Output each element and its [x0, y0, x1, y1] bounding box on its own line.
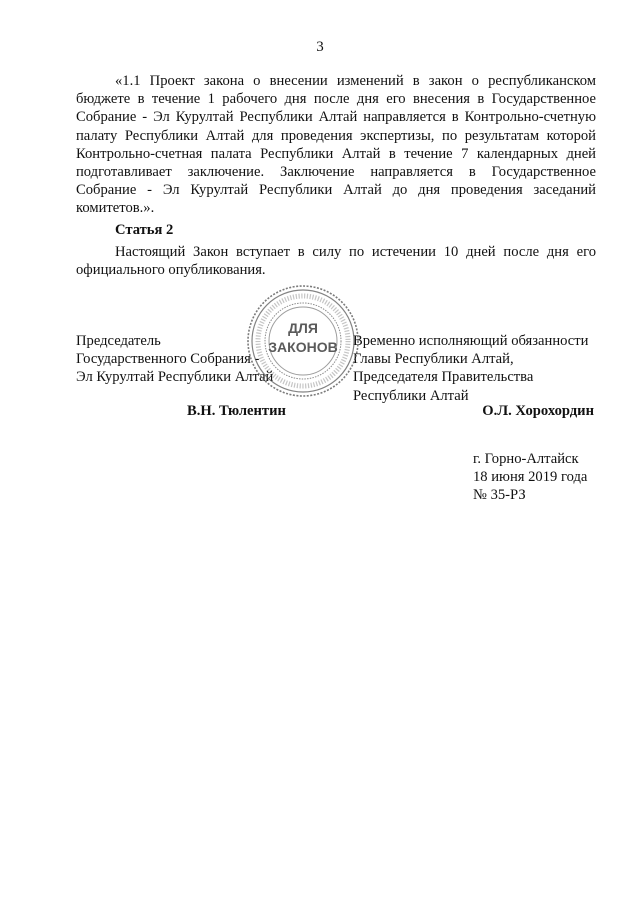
amendment-paragraph: «1.1 Проект закона о внесении изменений в закон о республиканском бюджете в течение 1 рабочего дня после дня его внесения в Государственное Собрание - Эл Курултай Республики Алтай направляется в Контрольно-счетную палату Республики Алтай для проведения экспертизы, по результатам которой Контрольно-счетная палата Республики Алтай в течение 7 календарных дней подготавливает заключение. Заключение направляется в Государственное Собрание - Эл Курултай Республики Алтай до дня проведения заседаний комитетов.».	[76, 73, 596, 217]
page-number: 3	[316, 39, 324, 55]
article-heading: Статья 2	[115, 222, 174, 238]
left-title-line: Государственного Собрания -	[76, 351, 260, 368]
right-signatory-title	[353, 332, 598, 405]
stamp-text-top: ДЛЯ	[288, 320, 318, 336]
official-seal-stamp	[245, 283, 361, 399]
right-title-line: Председателя Правительства	[353, 369, 534, 386]
right-title-line: Главы Республики Алтай,	[353, 351, 514, 368]
stamp-text-bottom: ЗАКОНОВ	[268, 339, 338, 355]
left-signatory-name: В.Н. Тюлентин	[187, 403, 286, 419]
left-title-line: Эл Курултай Республики Алтай	[76, 369, 274, 386]
law-number-line: № 35-РЗ	[473, 487, 526, 504]
city-line: г. Горно-Алтайск	[473, 451, 579, 467]
left-title-line: Председатель	[76, 333, 161, 349]
right-title-line: Республики Алтай	[353, 387, 469, 404]
date-line: 18 июня 2019 года	[473, 469, 588, 486]
right-title-line: Временно исполняющий обязанности	[353, 333, 589, 349]
right-signatory-name: О.Л. Хорохордин	[482, 403, 594, 419]
stamp-graphic	[245, 283, 361, 399]
article-body-paragraph: Настоящий Закон вступает в силу по истечении 10 дней после дня его официального опубликования.	[76, 244, 596, 279]
place-and-date	[473, 450, 587, 505]
